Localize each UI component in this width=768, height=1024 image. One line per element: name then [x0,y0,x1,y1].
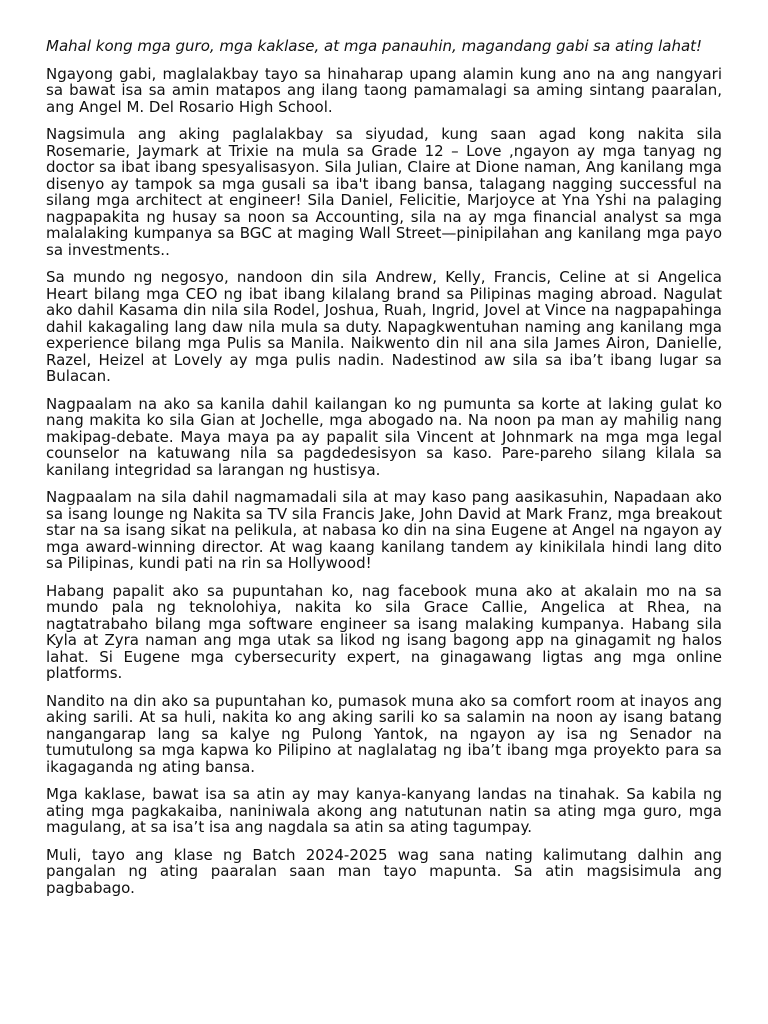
paragraph-closing: Muli, tayo ang klase ng Batch 2024-2025 wag sana nating kalimutang dalhin ang pangalan ng ating paaralan saan man tayo mapunta. Sa atin magsisimula ang pagbabago. [46,845,722,897]
paragraph-doctors-architects-accountants: Nagsimula ang aking paglalakbay sa siyudad, kung saan agad kong nakita sila Rosemarie, Jaymark at Trixie na mula sa Grade 12 – Love ,ngayon ay mga tanyag ng doctor sa ibat ibang spesyalisasyon. Sila Julian, Claire at Dione naman, Ang kanilang mga disenyo ay tampok sa mga gusali sa iba't ibang bansa, talagang nagging successful na silang mga architect at engineer! Sila Daniel, Felicitie, Marjoyce at Yna Yshi na palaging nagpapakita ng husay sa noon sa Accounting, sila na ay mga financial analyst sa mga malalaking kumpanya sa BGC at maging Wall Street—pinipilahan ang kanilang mga payo sa investments.. [46,125,722,259]
paragraph-introduction: Ngayong gabi, maglalakbay tayo sa hinaharap upang alamin kung ano na ang nangyari sa bawat isa sa amin matapos ang ilang taong pamamalagi sa aming sintang paaralan, ang Angel M. Del Rosario High School. [46,64,722,116]
paragraph-technology: Habang papalit ako sa pupuntahan ko, nag facebook muna ako at akalain mo na sa mundo pala ng teknolohiya, nakita ko sila Grace Callie, Angelica at Rhea, na nagtatrabaho bilang mga software engineer sa isang malaking kumpanya. Habang sila Kyla at Zyra naman ang mga utak sa likod ng isang bagong app na ginagamit ng halos lahat. Si Eugene mga cybersecurity expert, na ginagawang ligtas ang mga online platforms. [46,581,722,682]
speech-document [46,38,722,907]
paragraph-classmates: Mga kaklase, bawat isa sa atin ay may kanya-kanyang landas na tinahak. Sa kabila ng ating mga pagkakaiba, naniniwala akong ang natutunan natin sa ating mga guro, mga magulang, at sa isa’t isa ang nagdala sa atin sa ating tagumpay. [46,785,722,836]
greeting-paragraph: Mahal kong mga guro, mga kaklase, at mga panauhin, magandang gabi sa ating lahat! [46,37,703,55]
paragraph-lawyers: Nagpaalam na ako sa kanila dahil kailangan ko ng pumunta sa korte at laking gulat ko nang makita ko sila Gian at Jochelle, mga abogado na. Na noon pa man ay mahilig nang makipag-debate. Maya maya pa ay papalit sila Vincent at Johnmark na mga mga legal counselor na katuwang nila sa pagdedesisyon sa kaso. Pare-pareho silang kilala sa kanilang integridad sa larangan ng hustisya. [46,394,722,479]
paragraph-business-police: Sa mundo ng negosyo, nandoon din sila Andrew, Kelly, Francis, Celine at si Angelica Heart bilang mga CEO ng ibat ibang kilalang brand sa Pilipinas maging abroad. Nagulat ako dahil Kasama din nila sila Rodel, Joshua, Ruah, Ingrid, Jovel at Vince na nagpapahinga dahil kakagaling lang daw nila mula sa duty. Napagkwentuhan naming ang kanilang mga experience bilang mga Pulis sa Manila. Naikwento din nil ana sila James Airon, Danielle, Razel, Heizel at Lovely ay mga pulis nadin. Nadestinod aw sila sa iba’t ibang lugar sa Bulacan. [46,268,722,385]
paragraph-senator: Nandito na din ako sa pupuntahan ko, pumasok muna ako sa comfort room at inayos ang aking sarili. At sa huli, nakita ko ang aking sarili ko sa salamin na noon ay isang batang nangangarap lang sa kalye ng Pulong Yantok, na ngayon ay isa ng Senador na tumutulong sa mga kapwa ko Pilipino at naglalatag ng iba’t ibang mga proyekto para sa ikagaganda ng ating bansa. [46,691,722,776]
paragraph-actors-directors: Nagpaalam na sila dahil nagmamadali sila at may kaso pang aasikasuhin, Napadaan ako sa isang lounge ng Nakita sa TV sila Francis Jake, John David at Mark Franz, mga breakout star na sa isang sikat na pelikula, at nabasa ko din na sina Eugene at Angel na ngayon ay mga award-winning director. At wag kaang kanilang tandem ay kinikilala hindi lang dito sa Pilipinas, kundi pati na rin sa Hollywood! [46,488,722,572]
